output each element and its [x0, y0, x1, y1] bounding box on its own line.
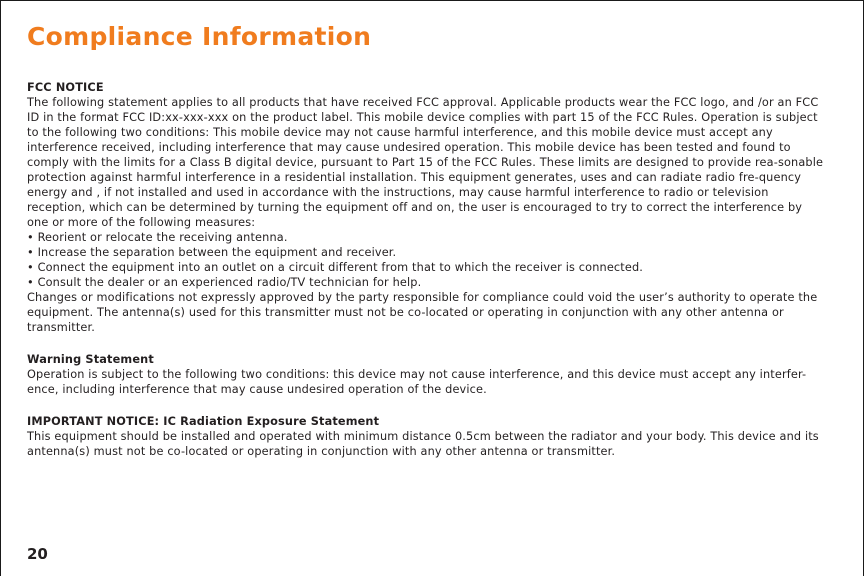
fcc-measures-list — [27, 230, 827, 290]
warning-statement-section — [27, 352, 827, 397]
list-item: • Reorient or relocate the receiving antenna. — [27, 230, 827, 245]
page-border-left — [0, 0, 1, 576]
fcc-notice-closing: Changes or modifications not expressly approved by the party responsible for compliance could void the user’s authority to operate the equipment. The antenna(s) used for this transmitter must not be co-located or operating in conjunction with any other antenna or transmitter. — [27, 291, 818, 334]
warning-statement-body: Operation is subject to the following two conditions: this device may not cause interference, and this device must accept any interfer-ence, including interference that may cause undesired operation of the device. — [27, 368, 807, 396]
list-item: • Increase the separation between the equipment and receiver. — [27, 245, 827, 260]
page-number: 20 — [27, 545, 48, 563]
page-border-top — [0, 0, 864, 1]
compliance-content — [27, 80, 827, 476]
ic-statement-body: This equipment should be installed and operated with minimum distance 0.5cm between the radiator and your body. This device and its antenna(s) must not be co-located or operating in conjunction with any other antenna or transmitter. — [27, 430, 819, 458]
list-item: • Consult the dealer or an experienced radio/TV technician for help. — [27, 275, 827, 290]
ic-statement-section — [27, 414, 827, 459]
page-title: Compliance Information — [27, 22, 372, 51]
list-item: • Connect the equipment into an outlet on a circuit different from that to which the receiver is connected. — [27, 260, 827, 275]
fcc-notice-section — [27, 80, 827, 335]
warning-statement-heading: Warning Statement — [27, 353, 154, 366]
fcc-notice-intro: The following statement applies to all products that have received FCC approval. Applicable products wear the FCC logo, and /or an FCC ID in the format FCC ID:xx-xxx-xxx on the product label. This mobile device complies with part 15 of the FCC Rules. Operation is subject to the following two conditions: This mobile device may not cause harmful interference, and this mobile device must accept any interference received, including interference that may cause undesired operation. This mobile device has been tested and found to comply with the limits for a Class B digital device, pursuant to Part 15 of the FCC Rules. These limits are designed to provide rea-sonable protection against harmful interference in a residential installation. This equipment generates, uses and can radiate radio fre-quency energy and , if not installed and used in accordance with the instructions, may cause harmful interference to radio or television reception, which can be determined by turning the equipment off and on, the user is encouraged to try to correct the interference by one or more of the following measures: — [27, 96, 824, 229]
ic-statement-heading: IMPORTANT NOTICE: IC Radiation Exposure Statement — [27, 415, 380, 428]
fcc-notice-heading: FCC NOTICE — [27, 81, 104, 94]
